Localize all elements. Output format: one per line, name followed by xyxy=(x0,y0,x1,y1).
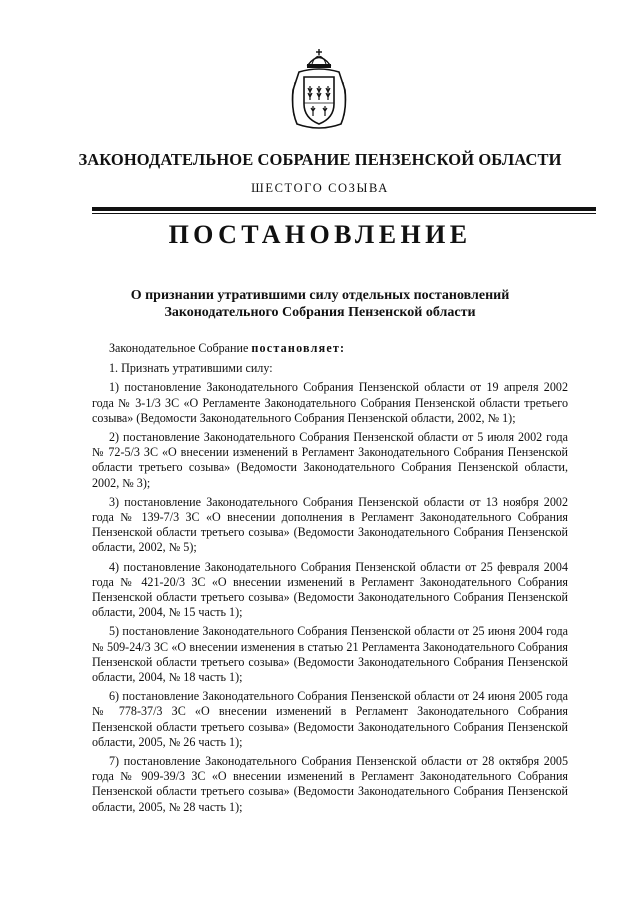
convocation-label: ШЕСТОГО СОЗЫВА xyxy=(251,181,389,195)
subject-line-2: Законодательного Собрания Пензенской области xyxy=(164,305,476,320)
list-item: 5) постановление Законодательного Собрания Пензенской области от 25 июня 2004 года № 509-24/3 ЗС «О внесении изменения в статью 21 Регламента Законодательного Собрания Пензенской области третьего созыва» (Ведомости Законодательного Собрания Пензенской области, 2004, № 18 часть 1); xyxy=(92,624,568,685)
list-item: 7) постановление Законодательного Собрания Пензенской области от 28 октября 2005 года № 909-39/3 ЗС «О внесении изменений в Регламент Законодательного Собрания Пензенской области третьего созыва» (Ведомости Законодательного Собрания Пензенской области, 2005, № 28 часть 1); xyxy=(92,754,568,814)
document-subject xyxy=(0,287,640,321)
list-item: 2) постановление Законодательного Собрания Пензенской области от 5 июля 2002 года № 72-5/3 ЗС «О внесении изменений в Регламент Законодательного Собрания Пензенской области третьего созыва» (Ведомости Законодательного Собрания Пензенской области, 2002, № 3); xyxy=(92,430,568,490)
document-type-title: ПОСТАНОВЛЕНИЕ xyxy=(168,220,472,249)
coat-of-arms-emblem xyxy=(286,48,352,132)
list-item: 3) постановление Законодательного Собрания Пензенской области от 13 ноября 2002 года № 139-7/3 ЗС «О внесении дополнения в Регламент Законодательного Собрания Пензенской области третьего созыва» (Ведомости Законодательного Собрания Пензенской области, 2002, № 5); xyxy=(92,494,568,555)
list-item: 4) постановление Законодательного Собрания Пензенской области от 25 февраля 2004 года № 421-20/3 ЗС «О внесении изменений в Регламент Законодательного Собрания Пензенской области третьего созыва» (Ведомости Законодательного Собрания Пензенской области, 2004, № 15 часть 1); xyxy=(92,559,568,620)
preamble xyxy=(92,341,568,356)
clause-1: 1. Признать утратившими силу: xyxy=(109,361,273,376)
document-body xyxy=(92,341,568,819)
list-item: 6) постановление Законодательного Собрания Пензенской области от 24 июня 2005 года № 778-37/3 ЗС «О внесении изменений в Регламент Законодательного Собрания Пензенской области третьего созыва» (Ведомости Законодательного Собрания Пензенской области, 2005, № 26 часть 1); xyxy=(92,689,568,749)
list-item: 1) постановление Законодательного Собрания Пензенской области от 19 апреля 2002 года № 3-1/3 ЗС «О Регламенте Законодательного Собрания Пензенской области третьего созыва» (Ведомости Законодательного Собрания Пензенской области, 2002, № 1); xyxy=(92,380,568,425)
header-divider-thin xyxy=(92,213,596,214)
subject-line-1: О признании утратившими силу отдельных постановлений xyxy=(130,288,510,303)
organization-name: ЗАКОНОДАТЕЛЬНОЕ СОБРАНИЕ ПЕНЗЕНСКОЙ ОБЛАСТИ xyxy=(78,150,562,169)
preamble-prefix: Законодательное Собрание xyxy=(109,341,252,355)
header-divider-thick xyxy=(92,207,596,211)
preamble-verb: постановляет: xyxy=(251,341,346,355)
